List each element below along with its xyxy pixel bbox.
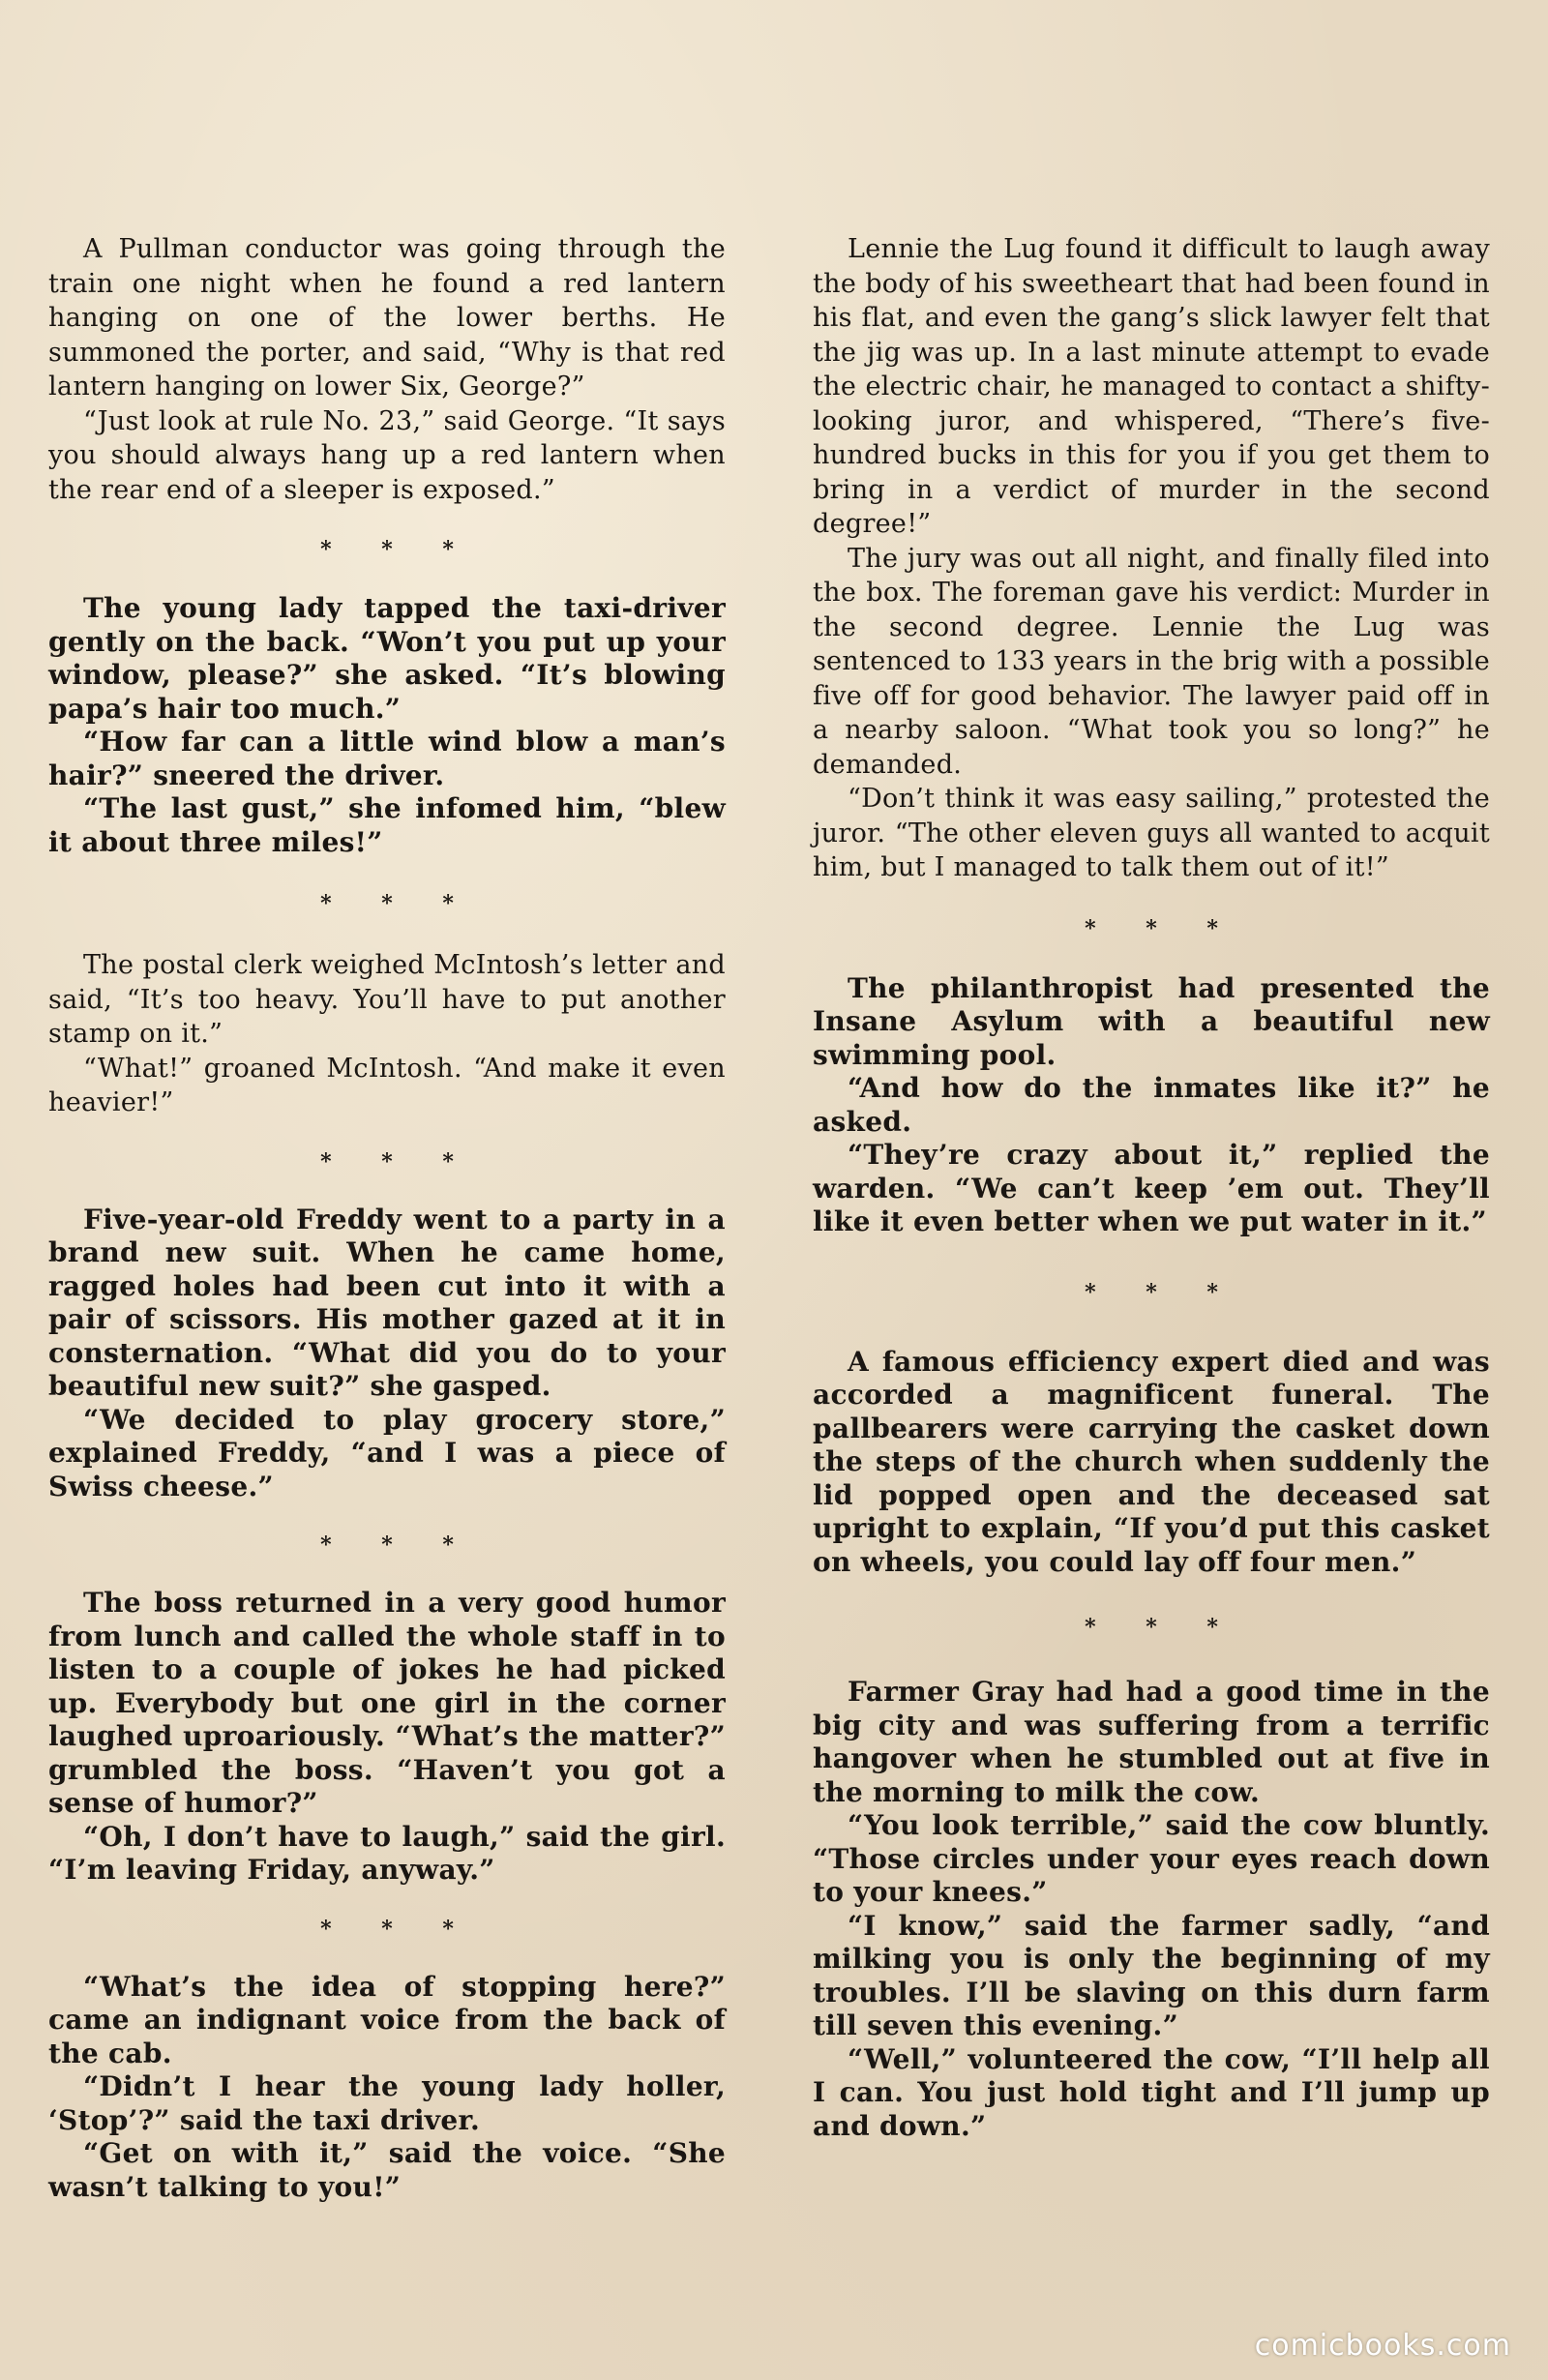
joke-paragraph: The boss returned in a very good humor from lunch and called the whole staff in to listen to a couple of jokes he had picked up. Everybody but one girl in the corner laughed uproariously. “What’s the matter?” grumbled the boss. “Haven’t you got a sense of humor?” xyxy=(48,1587,726,1819)
separator: * * * xyxy=(320,1532,475,1558)
joke-paragraph: “What!” groaned McIntosh. “And make it even heavier!” xyxy=(48,1053,726,1117)
joke-paragraph: A Pullman conductor was going through the train one night when he found a red lantern hanging on one of the lower berths. He summoned the porter, and said, “Why is that red lantern hanging on lower Six, George?” xyxy=(48,234,726,402)
joke-pullman-conductor xyxy=(48,232,726,507)
joke-freddy-suit xyxy=(48,1204,726,1504)
joke-paragraph: “Well,” volunteered the cow, “I’ll help all I can. You just hold tight and I’ll jump up and down.” xyxy=(813,2042,1490,2142)
separator: * * * xyxy=(320,1148,475,1175)
joke-paragraph: “The last gust,” she infomed him, “blew it about three miles!” xyxy=(48,792,726,858)
joke-paragraph: Lennie the Lug found it difficult to laugh away the body of his sweetheart that had been found in his flat, and even the gang’s slick lawyer felt that the jig was up. In a last minute attempt to evade the electric chair, he managed to contact a shifty-looking juror, and whispered, “There’s five-hundred bucks in this for you if you get them to bring in a verdict of murder in the second degree!” xyxy=(813,234,1490,539)
joke-paragraph: “How far can a little wind blow a man’s hair?” sneered the driver. xyxy=(48,726,726,791)
joke-paragraph: “We decided to play grocery store,” explained Freddy, “and I was a piece of Swiss cheese.” xyxy=(48,1403,726,1502)
left-column xyxy=(48,232,726,2204)
joke-paragraph: “Get on with it,” said the voice. “She wasn’t talking to you!” xyxy=(48,2137,726,2203)
separator: * * * xyxy=(1085,1279,1239,1305)
joke-paragraph: “Just look at rule No. 23,” said George. “It says you should always hang up a red lantern when the rear end of a sleeper is exposed.” xyxy=(48,405,726,505)
right-column xyxy=(813,232,1490,2143)
joke-paragraph: Farmer Gray had had a good time in the big city and was suffering from a terrific hangover when he stumbled out at five in the morning to milk the cow. xyxy=(813,1676,1490,1808)
joke-paragraph: The philanthropist had presented the Insane Asylum with a beautiful new swimming pool. xyxy=(813,971,1490,1071)
joke-farmer-gray xyxy=(813,1676,1490,2143)
joke-taxi-window xyxy=(48,592,726,859)
joke-postal-clerk xyxy=(48,948,726,1120)
separator: * * * xyxy=(320,1916,475,1942)
joke-paragraph: “They’re crazy about it,” replied the warden. “We can’t keep ’em out. They’ll like it even better when we put water in it.” xyxy=(813,1139,1490,1237)
joke-boss-humor xyxy=(48,1587,726,1888)
joke-paragraph: Five-year-old Freddy went to a party in a brand new suit. When he came home, ragged holes had been cut into it with a pair of scissors. His mother gazed at it in consternation. “What did you do to your beautiful new suit?” she gasped. xyxy=(48,1203,726,1402)
separator: * * * xyxy=(1085,1615,1239,1640)
joke-paragraph: A famous efficiency expert died and was accorded a magnificent funeral. The pallbearers were carrying the casket down the steps of the church when suddenly the lid popped open and the deceased sat upright to explain, “If you’d put this casket on wheels, you could lay off four men.” xyxy=(813,1345,1490,1578)
joke-paragraph: The postal clerk weighed McIntosh’s letter and said, “It’s too heavy. You’ll have to put another stamp on it.” xyxy=(48,950,726,1049)
separator: * * * xyxy=(320,891,475,916)
joke-lennie-the-lug xyxy=(813,232,1490,885)
joke-paragraph: “You look terrible,” said the cow bluntly. “Those circles under your eyes reach down to your knees.” xyxy=(813,1809,1490,1908)
joke-paragraph: The young lady tapped the taxi-driver gently on the back. “Won’t you put up your window, please?” she asked. “It’s blowing papa’s hair too much.” xyxy=(48,592,726,725)
joke-paragraph: “And how do the inmates like it?” he asked. xyxy=(813,1072,1490,1138)
joke-paragraph: The jury was out all night, and finally filed into the box. The foreman gave his verdict: Murder in the second degree. Lennie the Lug was sentenced to 133 years in the brig with a possible five off for good behavior. The lawyer paid off in a nearby saloon. “What took you so long?” he demanded. xyxy=(813,543,1490,780)
joke-efficiency-expert xyxy=(813,1346,1490,1580)
joke-taxi-stop xyxy=(48,1971,726,2205)
joke-paragraph: “Didn’t I hear the young lady holler, ‘Stop’?” said the taxi driver. xyxy=(48,2070,726,2136)
joke-swimming-pool xyxy=(813,972,1490,1239)
joke-paragraph: “Oh, I don’t have to laugh,” said the girl. “I’m leaving Friday, anyway.” xyxy=(48,1820,726,1886)
separator: * * * xyxy=(320,537,475,562)
site-watermark: comicbooks.com xyxy=(1254,2329,1511,2363)
separator: * * * xyxy=(1085,915,1239,941)
joke-paragraph: “I know,” said the farmer sadly, “and milking you is only the beginning of my troubles. I’ll be slaving on this durn farm till seven this evening.” xyxy=(813,1909,1490,2041)
joke-paragraph: “Don’t think it was easy sailing,” protested the juror. “The other eleven guys all wanted to acquit him, but I managed to talk them out of it!” xyxy=(813,784,1490,882)
joke-paragraph: “What’s the idea of stopping here?” came an indignant voice from the back of the cab. xyxy=(48,1970,726,2069)
